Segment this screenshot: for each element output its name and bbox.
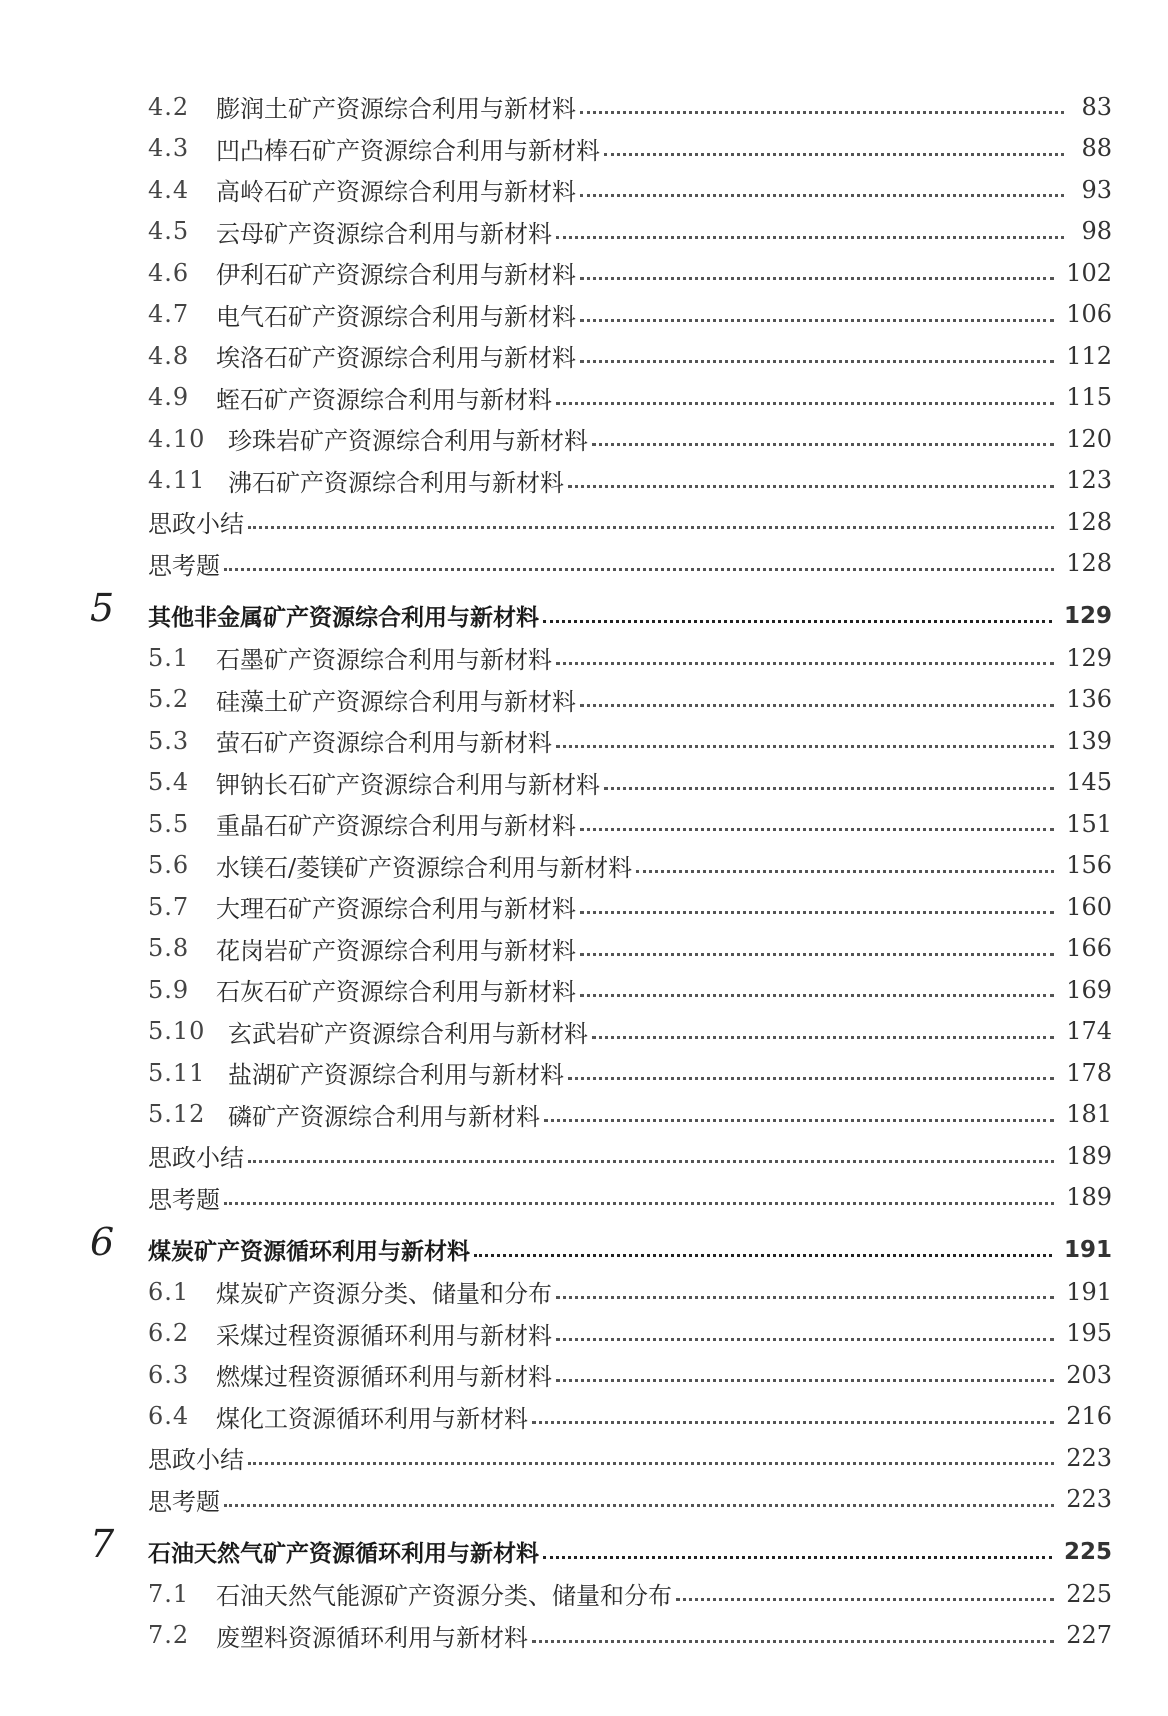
entry-title: 蛭石矿产资源综合利用与新材料: [216, 385, 552, 414]
section-number: 4.6: [148, 258, 190, 287]
dot-leader: [580, 704, 1054, 707]
page-number: 227: [1066, 1621, 1112, 1650]
dot-leader: [580, 953, 1054, 956]
page-number: 181: [1066, 1100, 1112, 1129]
entry-title: 石墨矿产资源综合利用与新材料: [216, 646, 552, 675]
entry-title: 水镁石/菱镁矿产资源综合利用与新材料: [216, 853, 633, 882]
entry-title: 思政小结: [148, 1144, 244, 1173]
page-number: 223: [1066, 1443, 1112, 1472]
toc-entry[interactable]: [90, 1271, 1112, 1313]
dot-leader: [543, 620, 1052, 623]
page-number: 203: [1066, 1360, 1112, 1389]
dot-leader: [224, 1504, 1054, 1507]
section-number: 5.7: [148, 892, 190, 921]
section-number: 4.5: [148, 217, 190, 246]
entry-title: 云母矿产资源综合利用与新材料: [216, 219, 552, 248]
dot-leader: [580, 911, 1054, 914]
page-number: 151: [1066, 809, 1112, 838]
toc-entry[interactable]: [90, 762, 1112, 804]
toc-entry[interactable]: [90, 335, 1112, 377]
dot-leader: [556, 1379, 1054, 1382]
section-number: 4.3: [148, 134, 190, 163]
dot-leader: [568, 485, 1054, 488]
page-number: 136: [1066, 685, 1112, 714]
dot-leader: [592, 1036, 1054, 1039]
page-number: 129: [1063, 602, 1112, 629]
dot-leader: [580, 319, 1054, 322]
section-number: 5.12: [148, 1100, 206, 1129]
section-number: 5.8: [148, 934, 190, 963]
page-number: 174: [1066, 1017, 1112, 1046]
toc-entry[interactable]: [90, 252, 1112, 294]
entry-title: 石油天然气能源矿产资源分类、储量和分布: [216, 1582, 672, 1611]
entry-title: 石油天然气矿产资源循环利用与新材料: [148, 1541, 539, 1567]
chapter-number: 6: [90, 1220, 115, 1264]
toc-entry[interactable]: [90, 1615, 1112, 1657]
toc-entry[interactable]: [90, 720, 1112, 762]
dot-leader: [676, 1598, 1054, 1601]
dot-leader: [556, 662, 1054, 665]
dot-leader: [568, 1077, 1054, 1080]
toc-entry[interactable]: [90, 211, 1112, 253]
dot-leader: [556, 236, 1064, 239]
page-number: 128: [1066, 507, 1112, 536]
entry-title: 煤炭矿产资源循环利用与新材料: [148, 1239, 470, 1265]
page-number: 129: [1066, 643, 1112, 672]
entry-title: 废塑料资源循环利用与新材料: [216, 1623, 528, 1652]
entry-title: 伊利石矿产资源综合利用与新材料: [216, 261, 576, 290]
page-number: 225: [1063, 1538, 1112, 1565]
page-number: 93: [1081, 175, 1112, 204]
table-of-contents: [90, 86, 1112, 1656]
page-number: 195: [1066, 1319, 1112, 1348]
dot-leader: [556, 1296, 1054, 1299]
section-number: 4.4: [148, 175, 190, 204]
page-number: 191: [1066, 1277, 1112, 1306]
page-number: 225: [1066, 1579, 1112, 1608]
entry-title: 煤炭矿产资源分类、储量和分布: [216, 1280, 552, 1309]
toc-entry[interactable]: [90, 128, 1112, 170]
entry-title: 重晶石矿产资源综合利用与新材料: [216, 812, 576, 841]
dot-leader: [604, 153, 1064, 156]
entry-title: 盐湖矿产资源综合利用与新材料: [228, 1061, 564, 1090]
page-number: 156: [1066, 851, 1112, 880]
section-number: 7.1: [148, 1579, 190, 1608]
dot-leader: [544, 1119, 1054, 1122]
toc-entry[interactable]: [90, 1437, 1112, 1479]
section-number: 5.5: [148, 809, 190, 838]
entry-title: 思政小结: [148, 1446, 244, 1475]
section-number: 7.2: [148, 1621, 190, 1650]
entry-title: 埃洛石矿产资源综合利用与新材料: [216, 344, 576, 373]
toc-entry[interactable]: [90, 1573, 1112, 1615]
toc-entry[interactable]: [90, 637, 1112, 679]
page-number: 98: [1081, 217, 1112, 246]
toc-entry[interactable]: [90, 1135, 1112, 1177]
section-number: 5.9: [148, 975, 190, 1004]
toc-entry[interactable]: [90, 886, 1112, 928]
page-number: 178: [1066, 1058, 1112, 1087]
toc-chapter-entry[interactable]: [90, 584, 1112, 637]
toc-entry[interactable]: [90, 679, 1112, 721]
dot-leader: [636, 870, 1054, 873]
page-number: 223: [1066, 1485, 1112, 1514]
dot-leader: [580, 828, 1054, 831]
page-number: 128: [1066, 549, 1112, 578]
section-number: 6.2: [148, 1319, 190, 1348]
section-number: 4.7: [148, 300, 190, 329]
toc-entry[interactable]: [90, 377, 1112, 419]
dot-leader: [543, 1556, 1052, 1559]
toc-entry[interactable]: [90, 1479, 1112, 1521]
entry-title: 思考题: [148, 1487, 220, 1516]
page-number: 169: [1066, 975, 1112, 1004]
page-number: 145: [1066, 768, 1112, 797]
section-number: 4.8: [148, 341, 190, 370]
section-number: 5.4: [148, 768, 190, 797]
entry-title: 思政小结: [148, 510, 244, 539]
toc-entry[interactable]: [90, 460, 1112, 502]
entry-title: 思考题: [148, 551, 220, 580]
entry-title: 燃煤过程资源循环利用与新材料: [216, 1363, 552, 1392]
section-number: 6.1: [148, 1277, 190, 1306]
entry-title: 高岭石矿产资源综合利用与新材料: [216, 178, 576, 207]
dot-leader: [224, 1202, 1054, 1205]
entry-title: 珍珠岩矿产资源综合利用与新材料: [228, 427, 588, 456]
dot-leader: [248, 1462, 1054, 1465]
section-number: 5.3: [148, 726, 190, 755]
toc-entry[interactable]: [90, 969, 1112, 1011]
section-number: 4.2: [148, 92, 190, 121]
entry-title: 凹凸棒石矿产资源综合利用与新材料: [216, 136, 600, 165]
toc-entry[interactable]: [90, 1313, 1112, 1355]
entry-title: 其他非金属矿产资源综合利用与新材料: [148, 605, 539, 631]
toc-entry[interactable]: [90, 1354, 1112, 1396]
dot-leader: [556, 745, 1054, 748]
section-number: 5.10: [148, 1017, 206, 1046]
page-number: 83: [1081, 92, 1112, 121]
entry-title: 采煤过程资源循环利用与新材料: [216, 1321, 552, 1350]
dot-leader: [604, 787, 1054, 790]
dot-leader: [556, 402, 1054, 405]
section-number: 5.11: [148, 1058, 206, 1087]
dot-leader: [248, 526, 1054, 529]
entry-title: 磷矿产资源综合利用与新材料: [228, 1102, 540, 1131]
page-number: 106: [1066, 300, 1112, 329]
toc-entry[interactable]: [90, 845, 1112, 887]
entry-title: 膨润土矿产资源综合利用与新材料: [216, 95, 576, 124]
page-number: 160: [1066, 892, 1112, 921]
toc-chapter-entry[interactable]: [90, 1520, 1112, 1573]
entry-title: 花岗岩矿产资源综合利用与新材料: [216, 936, 576, 965]
toc-entry[interactable]: [90, 928, 1112, 970]
page-number: 189: [1066, 1141, 1112, 1170]
page-number: 88: [1081, 134, 1112, 163]
dot-leader: [580, 111, 1064, 114]
dot-leader: [580, 994, 1054, 997]
toc-entry[interactable]: [90, 1011, 1112, 1053]
entry-title: 萤石矿产资源综合利用与新材料: [216, 729, 552, 758]
entry-title: 思考题: [148, 1185, 220, 1214]
entry-title: 大理石矿产资源综合利用与新材料: [216, 895, 576, 924]
toc-entry[interactable]: [90, 1052, 1112, 1094]
page-number: 123: [1066, 466, 1112, 495]
toc-entry[interactable]: [90, 169, 1112, 211]
dot-leader: [532, 1421, 1054, 1424]
entry-title: 玄武岩矿产资源综合利用与新材料: [228, 1019, 588, 1048]
section-number: 6.3: [148, 1360, 190, 1389]
section-number: 4.9: [148, 383, 190, 412]
dot-leader: [248, 1160, 1054, 1163]
page-number: 191: [1063, 1236, 1112, 1263]
entry-title: 电气石矿产资源综合利用与新材料: [216, 302, 576, 331]
toc-entry[interactable]: [90, 418, 1112, 460]
toc-entry[interactable]: [90, 86, 1112, 128]
entry-title: 钾钠长石矿产资源综合利用与新材料: [216, 770, 600, 799]
section-number: 4.10: [148, 424, 206, 453]
toc-chapter-entry[interactable]: [90, 1218, 1112, 1271]
section-number: 5.1: [148, 643, 190, 672]
dot-leader: [532, 1640, 1054, 1643]
page-number: 166: [1066, 934, 1112, 963]
section-number: 6.4: [148, 1402, 190, 1431]
chapter-number: 7: [90, 1522, 115, 1566]
page-number: 189: [1066, 1183, 1112, 1212]
page-number: 115: [1066, 383, 1112, 412]
toc-entry[interactable]: [90, 1396, 1112, 1438]
page-number: 139: [1066, 726, 1112, 755]
section-number: 5.2: [148, 685, 190, 714]
chapter-number: 5: [90, 586, 115, 630]
entry-title: 硅藻土矿产资源综合利用与新材料: [216, 687, 576, 716]
dot-leader: [474, 1254, 1052, 1257]
toc-entry[interactable]: [90, 1094, 1112, 1136]
section-number: 5.6: [148, 851, 190, 880]
toc-entry[interactable]: [90, 1177, 1112, 1219]
dot-leader: [224, 568, 1054, 571]
page-number: 216: [1066, 1402, 1112, 1431]
page-number: 120: [1066, 424, 1112, 453]
dot-leader: [580, 277, 1054, 280]
section-number: 4.11: [148, 466, 206, 495]
dot-leader: [580, 360, 1054, 363]
entry-title: 沸石矿产资源综合利用与新材料: [228, 468, 564, 497]
page-number: 112: [1066, 341, 1112, 370]
dot-leader: [580, 194, 1064, 197]
dot-leader: [592, 443, 1054, 446]
entry-title: 石灰石矿产资源综合利用与新材料: [216, 978, 576, 1007]
toc-entry[interactable]: [90, 501, 1112, 543]
entry-title: 煤化工资源循环利用与新材料: [216, 1404, 528, 1433]
toc-entry[interactable]: [90, 543, 1112, 585]
toc-entry[interactable]: [90, 803, 1112, 845]
toc-entry[interactable]: [90, 294, 1112, 336]
dot-leader: [556, 1338, 1054, 1341]
page-number: 102: [1066, 258, 1112, 287]
